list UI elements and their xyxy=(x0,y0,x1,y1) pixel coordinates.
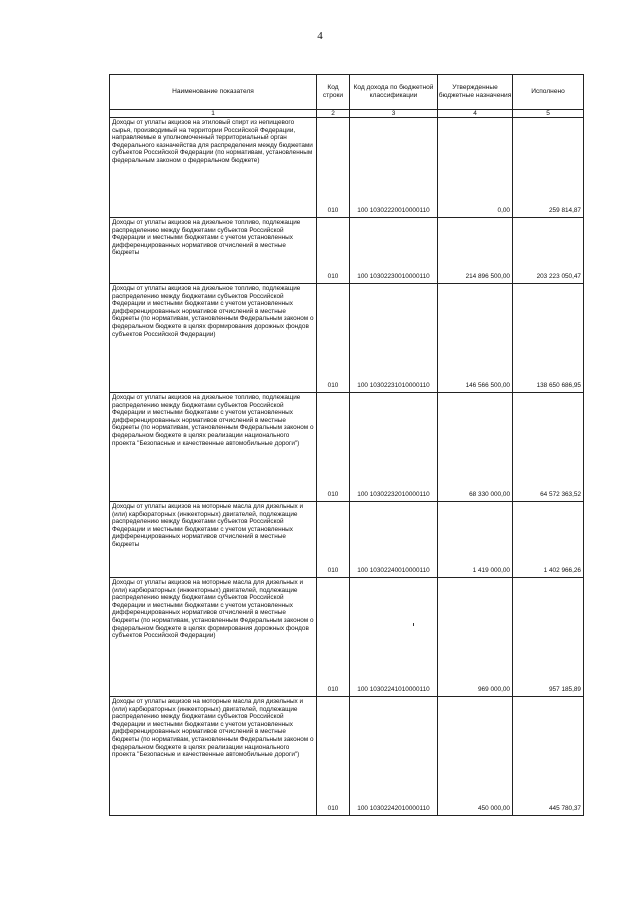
row-name: Доходы от уплаты акцизов на моторные масла для дизельных и (или) карбюраторных (инжекторных) двигателей, подлежащие распределению между бюджетами субъектов Российской Федерации и местными бюджетами с учетом установленных дифференцированных нормативов отчислений в местные бюджеты (по нормативам, установленным Федеральным законом о федеральном бюджете в целях реализации национального проекта "Безопасные и качественные автомобильные дороги") xyxy=(110,697,317,816)
row-kbk: 100 10302241010000110 xyxy=(350,578,438,697)
row-code: 010 xyxy=(317,578,350,697)
row-kbk: 100 10302240010000110 xyxy=(350,502,438,578)
column-number-row xyxy=(110,110,584,118)
table-row xyxy=(110,697,584,816)
header-executed: Исполнено xyxy=(513,75,584,110)
row-executed: 445 780,37 xyxy=(513,697,584,816)
column-number: 2 xyxy=(317,110,350,118)
row-code: 010 xyxy=(317,284,350,393)
row-code: 010 xyxy=(317,502,350,578)
scan-speck xyxy=(413,623,414,626)
row-name: Доходы от уплаты акцизов на дизельное топливо, подлежащие распределению между бюджетами субъектов Российской Федерации и местными бюджетами с учетом установленных дифференцированных нормативов отчислений в местные бюджеты xyxy=(110,218,317,284)
row-code: 010 xyxy=(317,218,350,284)
row-executed: 1 402 966,26 xyxy=(513,502,584,578)
row-kbk: 100 10302242010000110 xyxy=(350,697,438,816)
row-executed: 64 572 363,52 xyxy=(513,393,584,502)
column-number: 1 xyxy=(110,110,317,118)
row-kbk: 100 10302232010000110 xyxy=(350,393,438,502)
row-kbk: 100 10302230010000110 xyxy=(350,218,438,284)
row-code: 010 xyxy=(317,118,350,218)
row-name: Доходы от уплаты акцизов на дизельное топливо, подлежащие распределению между бюджетами субъектов Российской Федерации и местными бюджетами с учетом установленных дифференцированных нормативов отчислений в местные бюджеты (по нормативам, установленным Федеральным законом о федеральном бюджете в целях реализации национального проекта "Безопасные и качественные автомобильные дороги") xyxy=(110,393,317,502)
row-name: Доходы от уплаты акцизов на этиловый спирт из непищевого сырья, производимый на территории Российской Федерации, направляемые в уполномоченный территориальный орган Федерального казначейства для распределения между бюджетами субъектов Российской Федерации (по нормативам, установленным федеральным законом о федеральном бюджете) xyxy=(110,118,317,218)
header-revenue-code: Код дохода по бюджетной классификации xyxy=(350,75,438,110)
table-row xyxy=(110,502,584,578)
row-approved: 0,00 xyxy=(438,118,513,218)
header-row xyxy=(110,75,584,110)
row-approved: 1 419 000,00 xyxy=(438,502,513,578)
row-approved: 214 896 500,00 xyxy=(438,218,513,284)
budget-revenue-table xyxy=(109,74,584,816)
row-approved: 969 000,00 xyxy=(438,578,513,697)
header-line-code: Код строки xyxy=(317,75,350,110)
row-executed: 203 223 050,47 xyxy=(513,218,584,284)
row-kbk: 100 10302220010000110 xyxy=(350,118,438,218)
row-executed: 957 185,89 xyxy=(513,578,584,697)
row-code: 010 xyxy=(317,697,350,816)
table-row xyxy=(110,218,584,284)
table-row xyxy=(110,393,584,502)
header-approved: Утвержденные бюджетные назначения xyxy=(438,75,513,110)
row-executed: 138 650 686,95 xyxy=(513,284,584,393)
row-executed: 259 814,87 xyxy=(513,118,584,218)
table-row xyxy=(110,578,584,697)
row-name: Доходы от уплаты акцизов на моторные масла для дизельных и (или) карбюраторных (инжекторных) двигателей, подлежащие распределению между бюджетами субъектов Российской Федерации и местными бюджетами с учетом установленных дифференцированных нормативов отчислений в местные бюджеты (по нормативам, установленным Федеральным законом о федеральном бюджете в целях формирования дорожных фондов субъектов Российской Федерации) xyxy=(110,578,317,697)
header-indicator-name: Наименование показателя xyxy=(110,75,317,110)
row-approved: 68 330 000,00 xyxy=(438,393,513,502)
row-code: 010 xyxy=(317,393,350,502)
row-approved: 146 566 500,00 xyxy=(438,284,513,393)
table-row xyxy=(110,118,584,218)
column-number: 4 xyxy=(438,110,513,118)
row-kbk: 100 10302231010000110 xyxy=(350,284,438,393)
row-approved: 450 000,00 xyxy=(438,697,513,816)
column-number: 5 xyxy=(513,110,584,118)
column-number: 3 xyxy=(350,110,438,118)
table-row xyxy=(110,284,584,393)
page-number: 4 xyxy=(317,30,323,42)
row-name: Доходы от уплаты акцизов на дизельное топливо, подлежащие распределению между бюджетами субъектов Российской Федерации и местными бюджетами с учетом установленных дифференцированных нормативов отчислений в местные бюджеты (по нормативам, установленным Федеральным законом о федеральном бюджете в целях формирования дорожных фондов субъектов Российской Федерации) xyxy=(110,284,317,393)
row-name: Доходы от уплаты акцизов на моторные масла для дизельных и (или) карбюраторных (инжекторных) двигателей, подлежащие распределению между бюджетами субъектов Российской Федерации и местными бюджетами с учетом установленных дифференцированных нормативов отчислений в местные бюджеты xyxy=(110,502,317,578)
